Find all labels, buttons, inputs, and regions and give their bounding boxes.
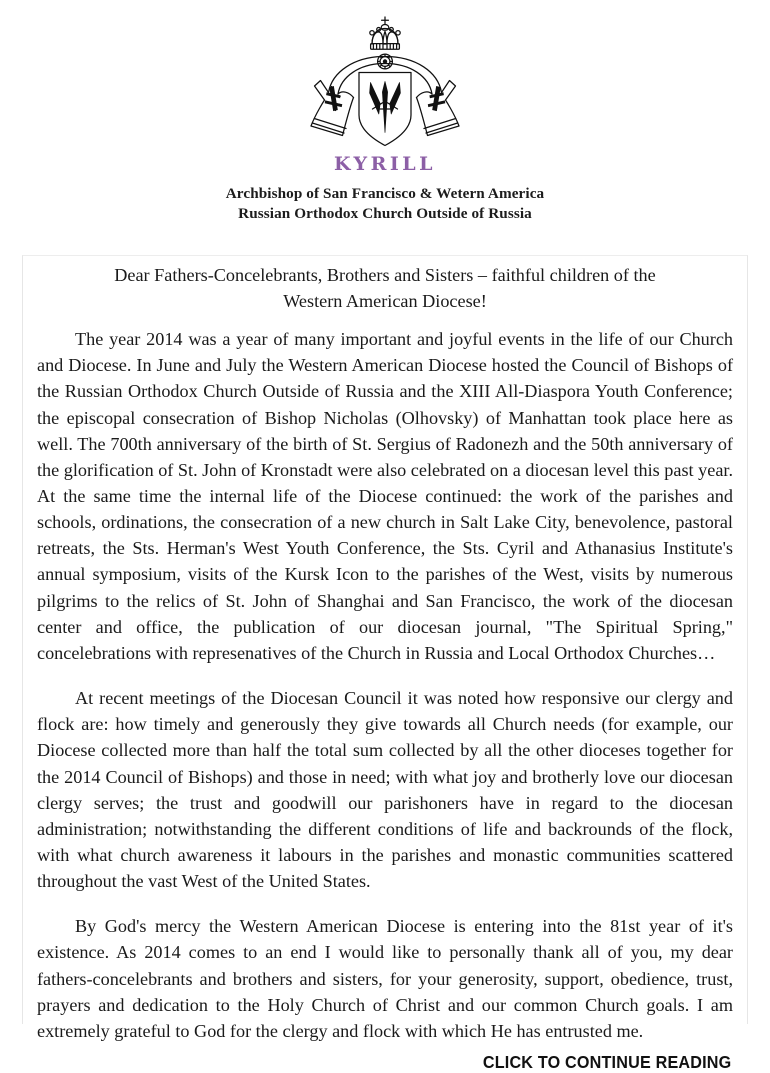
rosette-medallion-icon: [378, 54, 393, 69]
orthodox-coat-of-arms: [302, 14, 468, 154]
paragraph: At recent meetings of the Diocesan Council it was noted how responsive our clergy and flock are: how timely and generously they give towards all Church needs (for example, our Diocese collected more than half the total sum collected by all the other dioceses together for the 2014 Council of Bishops) and those in need; with what joy and brotherly love our diocesan clergy serves; the trust and goodwill our parishoners have in regard to the diocesan administration; notwithstanding the different conditions of life and backrounds of the flock, with what church awareness it labours in the parishes and monastic communities scattered throughout the vast West of the United States.: [37, 688, 733, 892]
bishop-titles: [0, 184, 770, 224]
paragraph: By God's mercy the Western American Diocese is entering into the 81st year of it's existence. As 2014 comes to an end I would like to personally thank all of you, my dear fathers-concelebrants and brothers and sisters, for your generosity, support, obedience, trust, prayers and dedication to the Holy Church of Christ and our common Church goals. I am extremely grateful to God for the clergy and flock with which He has entrusted me.: [37, 916, 733, 1041]
royal-crown-icon: [370, 17, 400, 49]
salutation-line-1: Dear Fathers-Concelebrants, Brothers and Sisters – faithful children of the: [114, 265, 656, 285]
continue-reading-link[interactable]: CLICK TO CONTINUE READING: [482, 1052, 731, 1073]
shield-with-three-swords-icon: [359, 73, 411, 146]
masthead: [0, 0, 770, 223]
continue-reading-row: [37, 1052, 733, 1073]
bishop-name: KYRILL: [334, 153, 436, 175]
paragraph: The year 2014 was a year of many important and joyful events in the life of our Church and Diocese. In June and July the Western American Diocese hosted the Council of Bishops of the Russian Orthodox Church Outside of Russia and the XIII All-Diaspora Youth Conference; the episcopal consecration of Bishop Nicholas (Olhovsky) of Manhattan took place here as well. The 700th anniversary of the birth of St. Sergius of Radonezh and the 50th anniversary of the glorification of St. John of Kronstadt were also celebrated on a diocesan level this past year. At the same time the internal life of the Diocese continued: the work of the parishes and schools, ordinations, the consecration of a new church in Salt Lake City, benevolence, pastoral retreats, the Sts. Herman's West Youth Conference, the Sts. Cyril and Athanasius Institute's annual symposium, visits of the Kursk Icon to the parishes of the West, visits by numerous pilgrims to the relics of St. John of Shanghai and San Francisco, the work of the diocesan center and office, the publication of our diocesan journal, "The Spiritual Spring," concelebrations with represenatives of the Church in Russia and Local Orthodox Churches…: [37, 329, 733, 663]
salutation: [37, 262, 733, 314]
bishop-title-line-1: Archbishop of San Francisco & Wetern America: [225, 184, 545, 202]
salutation-line-2: Western American Diocese!: [283, 291, 487, 312]
bishop-title-line-2: Russian Orthodox Church Outside of Russia: [238, 204, 532, 222]
letter-body: [22, 255, 748, 1073]
